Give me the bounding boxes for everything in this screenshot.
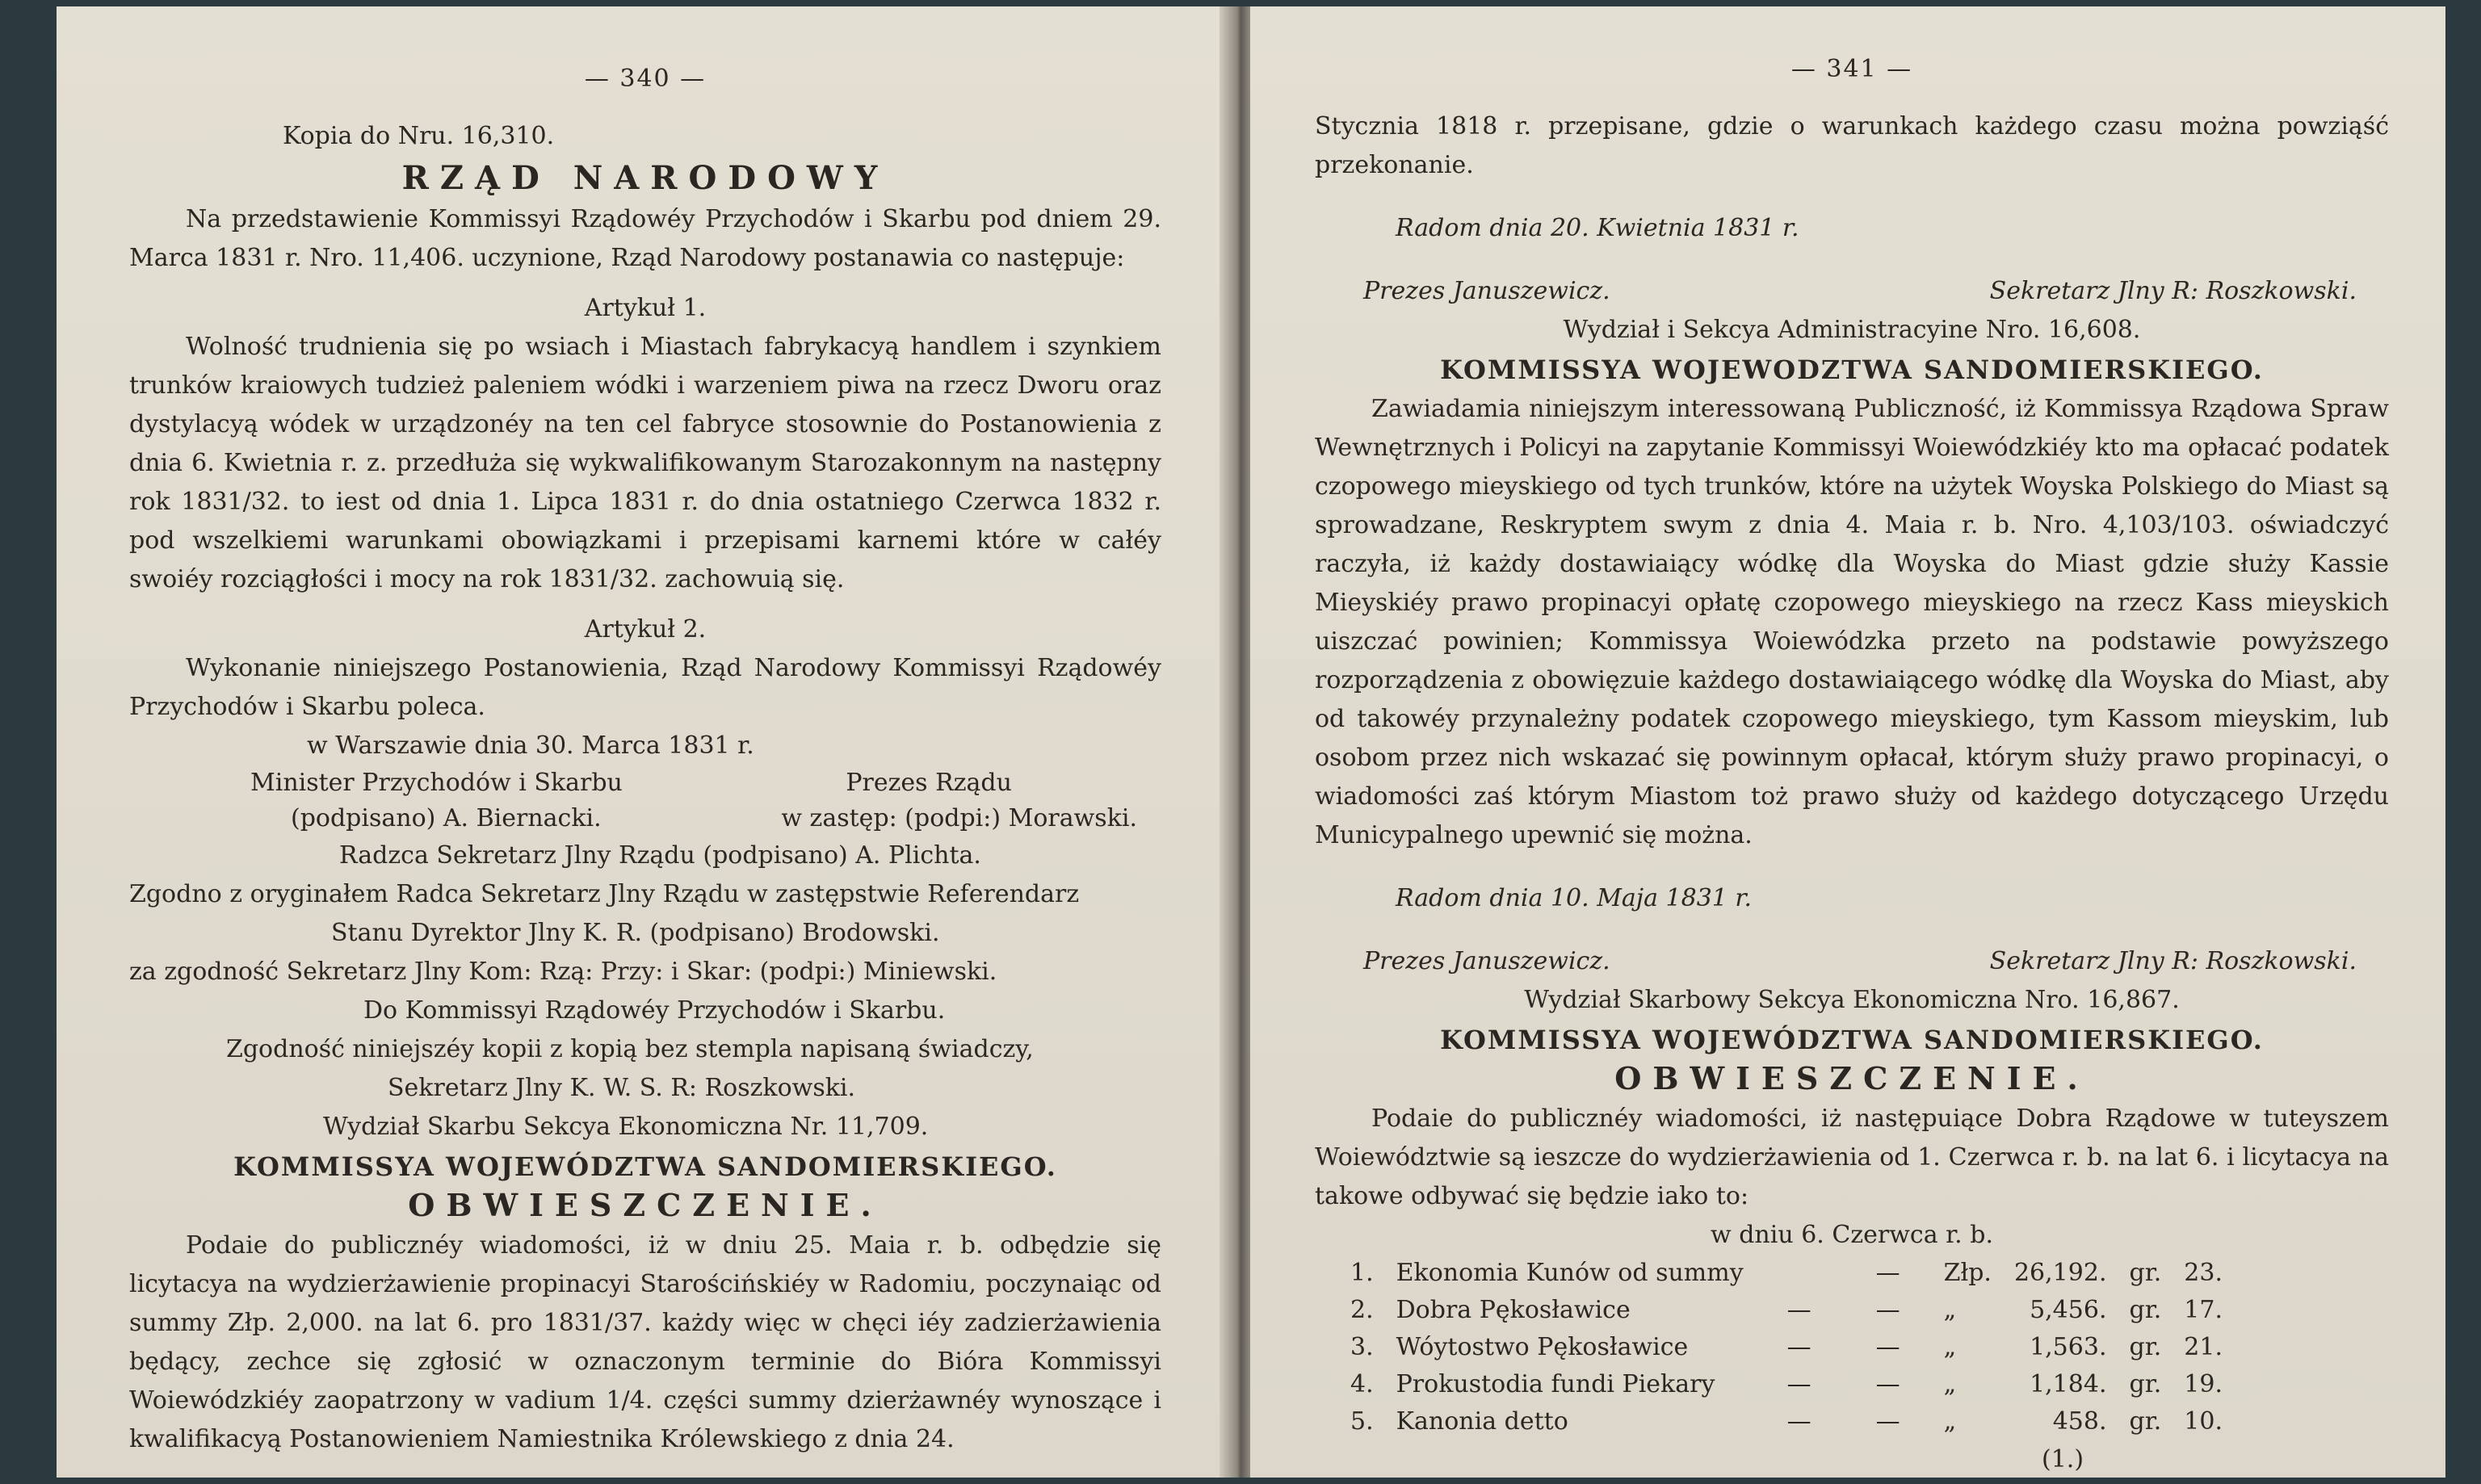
decree-intro: Na przedstawienie Kommissyi Rządowéy Przychodów i Skarbu pod dniem 29. Marca 1831 r. Nro. 11,406. uczynione, Rząd Narodowy postanawia co następuje:	[129, 205, 1161, 272]
minister-title: Minister Przychodów i Skarbu	[250, 769, 623, 797]
estate-name: Wóytostwo Pękosławice	[1396, 1333, 1689, 1361]
estate-gr: gr.	[2129, 1370, 2162, 1398]
notice-text: Podaie do publicznéy wiadomości, iż w dniu 25. Maia r. b. odbędzie się licytacya na wydzierżawienie propinacyi Starościńskiéy w Radomiu, poczynaiąc od summy Złp. 2,000. na lat 6. pro 1831/37. każdy więc w chęci iéy zadzierżawienia będący, zechce się zgłosić w oznaczonym terminie do Bióra Kommissyi Woiewódzkiéy zaopatrzony w vadium 1/4. części summy dzierżawnéy wynoszące i kwalifikacyą Postanowieniem Namiestnika Królewskiego z dnia 24.	[129, 1231, 1161, 1453]
article-1-heading: Artykuł 1.	[584, 294, 707, 322]
department-line: Wydział Skarbu Sekcya Ekonomiczna Nr. 11,709.	[323, 1113, 929, 1141]
estate-amount: 26,192.	[2013, 1259, 2107, 1287]
department-2: Wydział Skarbowy Sekcya Ekonomiczna Nro. 16,867.	[1524, 986, 2180, 1014]
conformity-line-2: Stanu Dyrektor Jlny K. R. (podpisano) Brodowski.	[331, 919, 940, 947]
estate-row	[1339, 1255, 2234, 1292]
estate-d2: —	[1875, 1370, 1900, 1398]
estate-row	[1339, 1366, 2234, 1403]
president-signature-1: Prezes Januszewicz.	[1363, 277, 1610, 305]
right-page-number: — 341 —	[1790, 55, 1913, 83]
president-signature-2: Prezes Januszewicz.	[1363, 947, 1610, 975]
estate-num: 4.	[1350, 1370, 1374, 1398]
continued-text: Stycznia 1818 r. przepisane, gdzie o warunkach każdego czasu można powziąść przekonanie.	[1315, 112, 2389, 179]
secretary-line: Radzca Sekretarz Jlny Rządu (podpisano) A. Plichta.	[339, 841, 981, 870]
estate-name: Prokustodia fundi Piekary	[1396, 1370, 1715, 1398]
minister-name: (podpisano) A. Biernacki.	[291, 804, 602, 832]
commission-heading-1: KOMMISSYA WOJEWODZTWA SANDOMIERSKIEGO.	[1440, 354, 2264, 385]
date-2: Radom dnia 10. Maja 1831 r.	[1396, 884, 1752, 912]
place-date: w Warszawie dnia 30. Marca 1831 r.	[307, 732, 754, 760]
estate-row	[1339, 1292, 2234, 1329]
announcement-body-2: Podaie do publicznéy wiadomości, iż następuiące Dobra Rządowe w tuteyszem Woiewództwie są ieszcze do wydzierżawienia od 1. Czerwca r. b. na lat 6. i licytacya na takowe odbywać się będzie iako to:	[1315, 1105, 2389, 1210]
president-name: w zastęp: (podpi:) Morawski.	[781, 804, 1137, 832]
estates-table	[1339, 1255, 2234, 1440]
estate-amount: 1,184.	[2030, 1370, 2107, 1398]
catchword: (1.)	[2042, 1445, 2084, 1474]
estate-d1: —	[1786, 1333, 1811, 1361]
estate-cur: „	[1943, 1296, 1957, 1324]
estate-grosz: 19.	[2184, 1370, 2223, 1398]
attestation: Zgodność niniejszéy kopii z kopią bez stempla napisaną świadczy,	[226, 1035, 1034, 1063]
estate-gr: gr.	[2129, 1333, 2162, 1361]
estate-amount: 1,563.	[2030, 1333, 2107, 1361]
estate-num: 3.	[1350, 1333, 1374, 1361]
article-1-text: Wolność trudnienia się po wsiach i Miastach fabrykacyą handlem i szynkiem trunków kraiowych tudzież paleniem wódki i warzeniem piwa na rzecz Dworu oraz dystylacyą wódek w urządzonéy na ten cel fabryce stosownie do Postanowienia z dnia 6. Kwietnia r. z. przedłuża się wykwalifikowanym Starozakonnym na następny rok 1831/32. to iest od dnia 1. Lipca 1831 r. do dnia ostatniego Czerwca 1832 r. pod wszelkiemi warunkami obowiązkami i przepisami karnemi które w całéy swoiéy rozciągłości i mocy na rok 1831/32. zachowuią się.	[129, 333, 1161, 593]
estate-d1: —	[1786, 1407, 1811, 1436]
president-title: Prezes Rządu	[846, 769, 1012, 797]
auction-date: w dniu 6. Czerwca r. b.	[1711, 1221, 1993, 1249]
estate-gr: gr.	[2129, 1296, 2162, 1324]
estate-name: Kanonia detto	[1396, 1407, 1568, 1436]
estate-amount: 5,456.	[2030, 1296, 2107, 1324]
left-page-number: — 340 —	[584, 65, 707, 93]
estate-num: 2.	[1350, 1296, 1374, 1324]
estate-name: Dobra Pękosławice	[1396, 1296, 1631, 1324]
secretary-signature-2: Sekretarz Jlny R: Roszkowski.	[1989, 947, 2357, 975]
attestation-signature: Sekretarz Jlny K. W. S. R: Roszkowski.	[388, 1074, 856, 1102]
signature-block	[129, 765, 1161, 836]
estate-row	[1339, 1329, 2234, 1366]
announcement-body-1: Zawiadamia niniejszym interessowaną Publiczność, iż Kommissya Rządowa Spraw Wewnętrznych i Policyi na zapytanie Kommissyi Woiewódzkiéy kto ma opłacać podatek czopowego mieyskiego od tych trunków, które na użytek Woyska Polskiego do Miast są sprowadzane, Reskryptem swym z dnia 4. Maia r. b. Nro. 4,103/103. oświadczyć raczyła, iż każdy dostawiaiący wódkę dla Woyska do Miast gdzie służy Kassie Mieyskiéy prawo propinacyi opłatę czopowego mieyskiego na rzecz Kass mieyskich uiszczać powinien; Kommissya Woiewódzka przeto na podstawie powyższego rozporządzenia z obowięzuie każdego dostawiaiącego wódkę dla Woyska do Miast, aby od takowéy przynależny podatek czopowego mieyskiego, tym Kassom mieyskim, lub osobom przez nich wskazać się powinnym opłacał, którym służy prawo propinacyi, o wiadomości zaś którym Miastom toż prawo służy od każdego dotyczącego Urzędu Municypalnego upewnić się można.	[1315, 395, 2389, 849]
signatures-1	[1315, 272, 2389, 311]
estate-gr: gr.	[2129, 1407, 2162, 1436]
right-page	[1250, 6, 2445, 1478]
government-title: RZĄD NARODOWY	[401, 159, 889, 197]
estate-grosz: 23.	[2184, 1259, 2223, 1287]
estate-d2: —	[1875, 1259, 1900, 1287]
estate-d1: —	[1786, 1370, 1811, 1398]
estate-name: Ekonomia Kunów od summy	[1396, 1259, 1744, 1287]
conformity-line-1: Zgodno z oryginałem Radca Sekretarz Jlny Rządu w zastępstwie Referendarz	[129, 880, 1080, 908]
article-2-text: Wykonanie niniejszego Postanowienia, Rząd Narodowy Kommissyi Rządowéy Przychodów i Skarbu poleca.	[129, 654, 1161, 721]
notice-title: OBWIESZCZENIE.	[408, 1187, 883, 1223]
commission-heading-2: KOMMISSYA WOJEWÓDZTWA SANDOMIERSKIEGO.	[1440, 1025, 2264, 1055]
estate-row	[1339, 1403, 2234, 1440]
estate-grosz: 10.	[2184, 1407, 2223, 1436]
to-commission: Do Kommissyi Rządowéy Przychodów i Skarbu.	[363, 996, 946, 1025]
estate-d2: —	[1875, 1333, 1900, 1361]
estate-grosz: 17.	[2184, 1296, 2223, 1324]
estate-num: 1.	[1350, 1259, 1374, 1287]
estate-num: 5.	[1350, 1407, 1374, 1436]
estate-d2: —	[1875, 1407, 1900, 1436]
estate-d2: —	[1875, 1296, 1900, 1324]
commission-heading: KOMMISSYA WOJEWÓDZTWA SANDOMIERSKIEGO.	[233, 1151, 1057, 1182]
estate-grosz: 21.	[2184, 1333, 2223, 1361]
date-1: Radom dnia 20. Kwietnia 1831 r.	[1396, 214, 1799, 242]
estate-d1	[1755, 1255, 1844, 1292]
estate-gr: gr.	[2129, 1259, 2162, 1287]
estate-d1: —	[1786, 1296, 1811, 1324]
article-2-heading: Artykuł 2.	[584, 615, 707, 643]
estate-cur: Złp.	[1943, 1259, 1992, 1287]
conformity-line-3: za zgodność Sekretarz Jlny Kom: Rzą: Przy: i Skar: (podpi:) Miniewski.	[129, 958, 997, 986]
estate-amount: 458.	[2052, 1407, 2107, 1436]
secretary-signature-1: Sekretarz Jlny R: Roszkowski.	[1989, 277, 2357, 305]
department-1: Wydział i Sekcya Administracyine Nro. 16,608.	[1563, 316, 2141, 344]
estate-cur: „	[1943, 1407, 1957, 1436]
notice-title-2: OBWIESZCZENIE.	[1614, 1060, 2089, 1096]
left-page	[57, 6, 1226, 1478]
signatures-2	[1315, 942, 2389, 981]
copy-header: Kopia do Nru. 16,310.	[283, 122, 555, 150]
book-spread	[57, 6, 2445, 1478]
estate-cur: „	[1943, 1333, 1957, 1361]
estate-cur: „	[1943, 1370, 1957, 1398]
